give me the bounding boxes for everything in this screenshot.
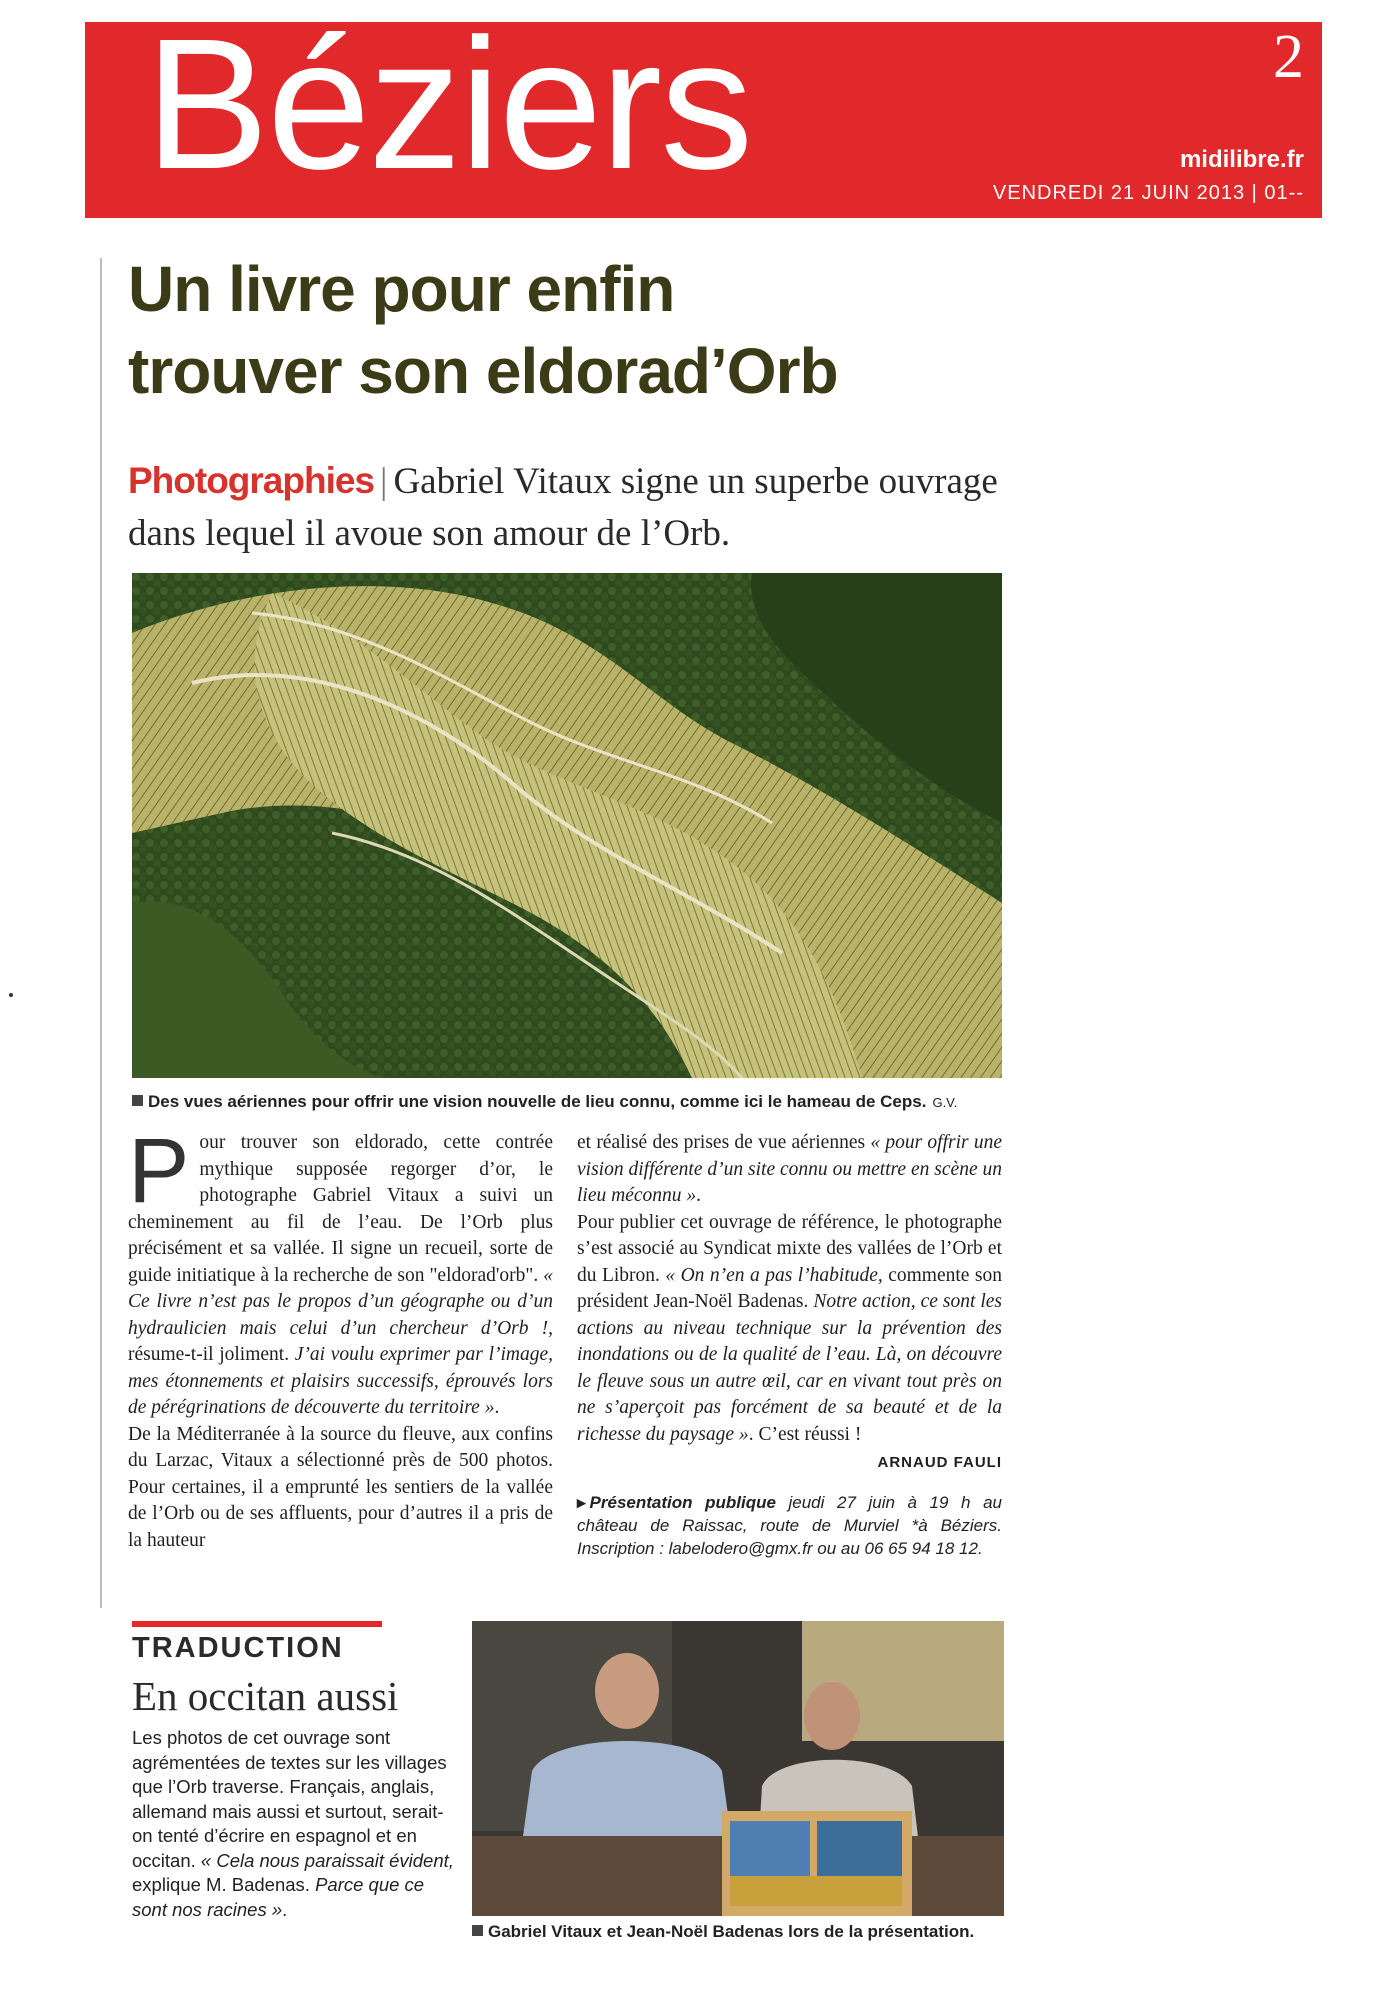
sidebar-accent-rule [132,1621,382,1627]
aerial-photo [132,573,1002,1078]
body-text: commente son président Jean-Noël Badenas. [577,1264,1002,1312]
caption-text: Gabriel Vitaux et Jean-Noël Badenas lors de la présentation. [488,1922,975,1941]
page-number: 2 [1273,23,1304,91]
sidebar-text: Les photos de cet ouvrage sont agrémentées de textes sur les villages que l’Orb traverse. Français, anglais, allemand mais aussi et surtout, serait-on tenté d’écrire en espagnol et en occitan. [132,1727,447,1871]
photo-caption [132,1092,1012,1112]
quote-text: « On n’en a pas l’habitude, [665,1264,883,1286]
event-info [577,1491,1002,1560]
body-text: De la Méditerranée à la source du fleuve, aux confins du Larzac, Vitaux a sélectionné près de 500 photos. Pour certaines, il a emprunté les sentiers de la vallée de l’Orb ou de ses affluents, pour d’autres il a pris de la hauteur [128,1423,553,1551]
presentation-photo [472,1621,1004,1916]
body-text: . C’est réussi ! [748,1423,862,1445]
event-label: Présentation publique [589,1492,776,1512]
body-text: Pour publier cet ouvrage de référence, le photographe s’est associé au Syndicat mixte des vallées de l’Orb et du Libron. [577,1211,1002,1286]
caption-text: Des vues aériennes pour offrir une vision nouvelle de lieu connu, comme ici le hameau de Ceps. [148,1092,927,1111]
quote-text: J’ai voulu exprimer par l’image, mes étonnements et plaisirs successifs, éprouvés lors de pérégrinations de découverte du territoire » [128,1344,554,1418]
quote-text: « Ce livre n’est pas le propos d’un géographe ou d’un hydraulicien mais celui d’un chercheur d’Orb !, [128,1264,553,1339]
byline: ARNAUD FAULI [877,1454,1002,1471]
sidebar-kicker: TRADUCTION [132,1632,344,1664]
scan-mark [9,993,13,997]
caption-bullet [132,1095,143,1106]
person-head [804,1682,860,1750]
site-url: midilibre.fr [1179,146,1304,173]
sidebar-quote: Parce que ce sont nos racines » [132,1874,425,1920]
sidebar-title: En occitan aussi [132,1673,399,1719]
body-text: . [494,1397,500,1418]
sidebar-quote: « Cela nous paraissait évident, [200,1849,454,1871]
deck-kicker: Photographies [128,460,375,501]
sidebar-body [132,1726,462,1922]
caption-bullet [472,1925,483,1936]
deck-text: Gabriel Vitaux signe un superbe ouvrage dans lequel il avoue son amour de l’Orb. [128,461,998,554]
presentation-photo-illustration [472,1621,1004,1916]
headline-line-2: trouver son eldorad’Orb [128,335,838,407]
headline-line-1: Un livre pour enfin [128,253,675,325]
issue-date: VENDREDI 21 JUIN 2013 | 01-- [992,182,1304,204]
sidebar-text: explique M. Badenas. [132,1874,316,1895]
presentation-caption [472,1922,1032,1942]
article-deck [128,455,1008,560]
aerial-photo-illustration [132,573,1002,1078]
photo-credit: G.V. [932,1095,958,1110]
article-column-left [128,1120,554,1554]
deck-separator: | [380,461,388,502]
event-arrow-icon: ▸ [577,1492,586,1512]
event-details: jeudi 27 juin à 19 h au château de Raissac, route de Murviel *à Béziers. Inscription : labelodero@gmx.fr ou au 06 65 94 18 12. [577,1492,1002,1558]
sidebar-text: . [282,1898,288,1920]
section-title: Béziers [145,1,752,208]
masthead-banner [85,1,1322,218]
column-rule [100,258,102,1608]
body-text: our trouver son eldorado, cette contrée mythique supposée regorger d’or, le photographe Gabriel Vitaux a suivi un cheminement au fil de l’eau. De l’Orb plus précisément et sa vallée. Il signe un recueil, sorte de guide initiatique à la recherche de son "eldorad'orb". [128,1132,553,1286]
quote-text: « pour offrir une vision différente d’un site connu ou mettre en scène un lieu méconnu » [577,1132,1002,1206]
drop-cap: P [128,1120,190,1222]
article-column-right [577,1130,1002,1560]
body-text: et réalisé des prises de vue aériennes [577,1132,871,1153]
body-text: . [696,1185,702,1206]
quote-text: Notre action, ce sont les actions au niveau technique sur la prévention des inondations ou de la qualité de l’eau. Là, on découvre le fleuve sous un autre œil, car en vivant tout près on ne s’aperçoit pas forcément de sa beauté et de la richesse du paysage » [577,1291,1002,1445]
body-text: résume-t-il joliment. [128,1344,295,1365]
article-headline [128,248,1008,412]
person-head [595,1653,659,1729]
book-cover-field [730,1876,902,1906]
